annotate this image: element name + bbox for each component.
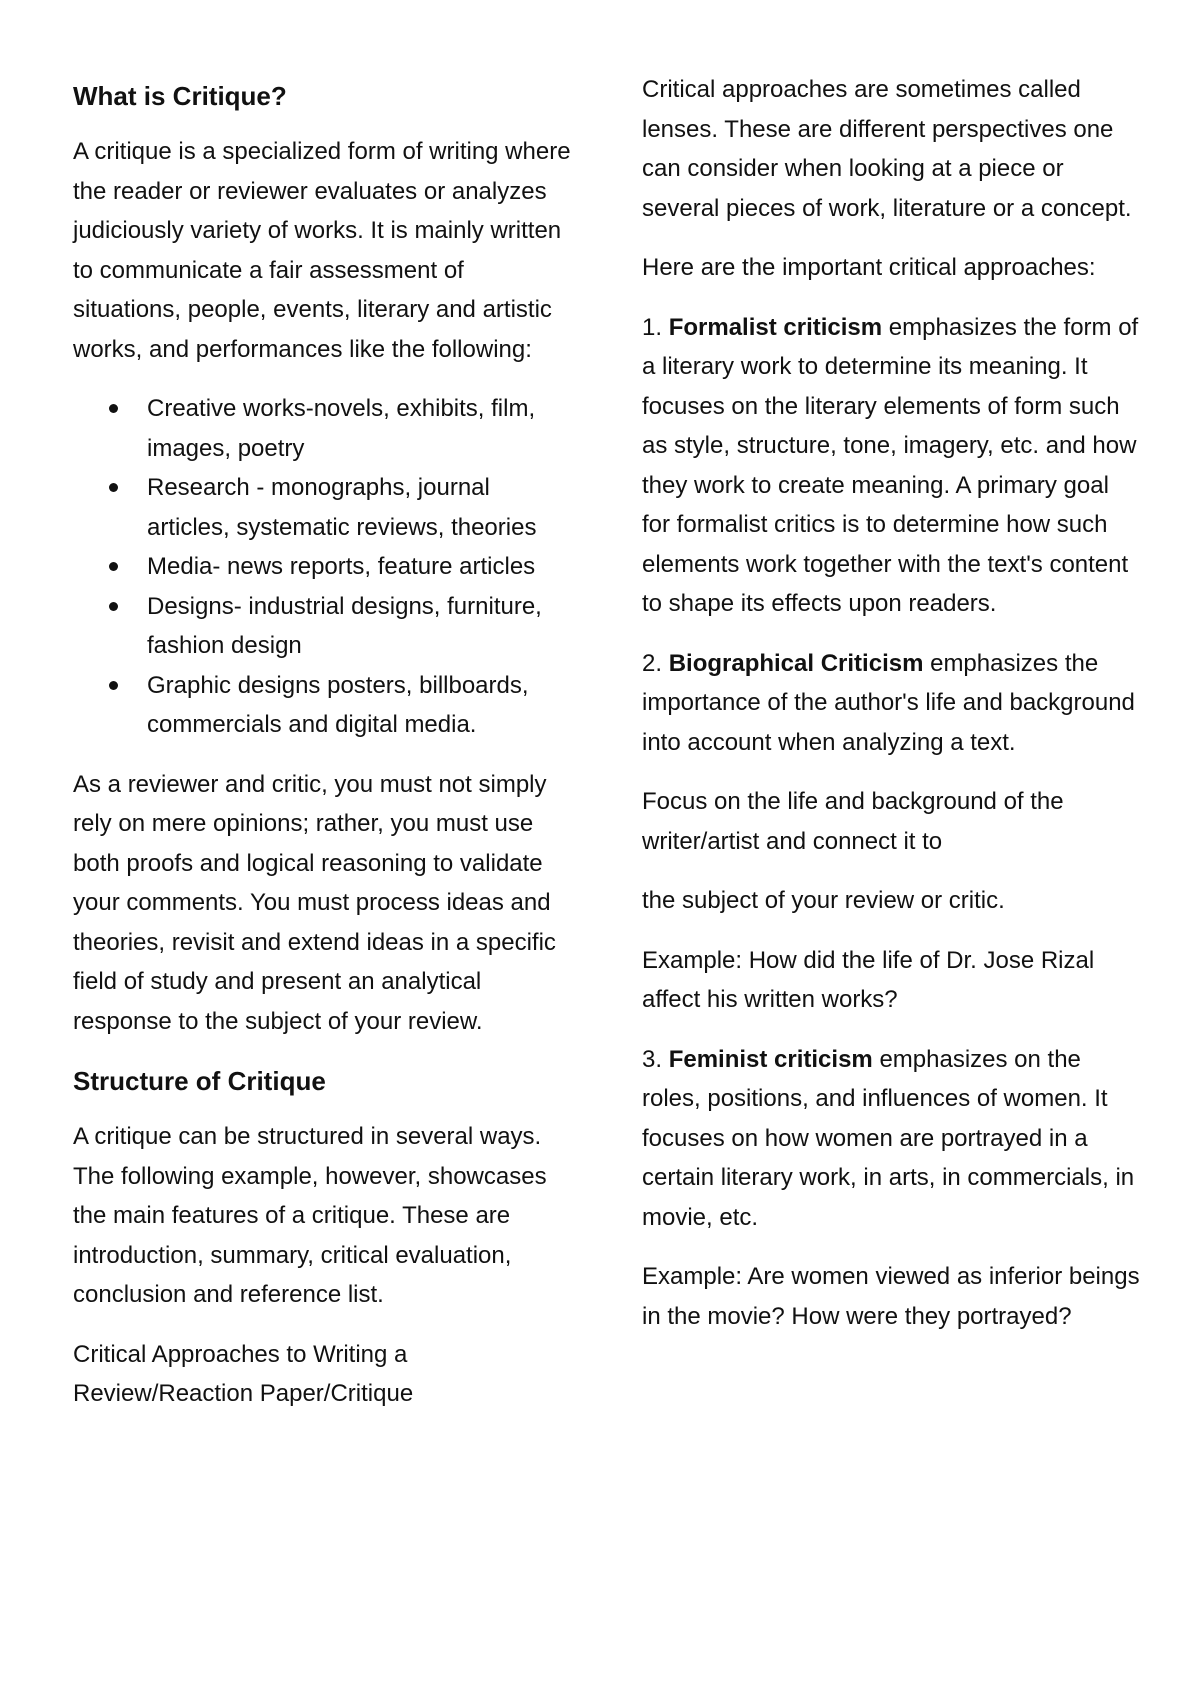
list-item-text: Research - monographs, journal articles, systematic reviews, theories: [147, 474, 537, 541]
formalist-number: 1.: [642, 313, 663, 341]
structure-paragraph: A critique can be structured in several ways. The following example, however, showcases the main features of a critique. These are introduction, summary, critical evaluation, conclusion and reference list.: [73, 1123, 547, 1308]
biographical-paragraph: [642, 644, 1142, 763]
bullet-icon: [109, 681, 118, 690]
heading-what-is-critique: What is Critique?: [73, 81, 287, 111]
reviewer-paragraph: As a reviewer and critic, you must not simply rely on mere opinions; rather, you must use both proofs and logical reasoning to validate your comments. You must process ideas and theories, revisit and extend ideas in a specific field of study and present an analytical response to the subject of your review.: [73, 770, 556, 1035]
feminist-term: Feminist criticism: [668, 1045, 873, 1073]
list-item: [73, 468, 575, 547]
works-bullet-list: [73, 389, 575, 745]
biographical-term: Biographical Criticism: [668, 649, 924, 677]
list-item-text: Designs- industrial designs, furniture, fashion design: [147, 592, 542, 659]
list-item-text: Graphic designs posters, billboards, commercials and digital media.: [147, 671, 529, 738]
list-item: [73, 547, 575, 587]
bullet-icon: [109, 562, 118, 571]
bullet-icon: [109, 483, 118, 492]
list-item: [73, 389, 575, 468]
approaches-intro-paragraph: Here are the important critical approaches:: [642, 254, 1096, 281]
right-column: [642, 0, 1142, 1356]
biographical-number: 2.: [642, 649, 663, 677]
bullet-icon: [109, 602, 118, 611]
example-women-paragraph: Example: Are women viewed as inferior beings in the movie? How were they portrayed?: [642, 1263, 1140, 1330]
formalist-term: Formalist criticism: [668, 313, 883, 341]
formalist-paragraph: [642, 308, 1142, 624]
formalist-text: emphasizes the form of a literary work to determine its meaning. It focuses on the literary elements of form such as style, structure, tone, imagery, etc. and how they work to create meaning. A primary goal for formalist critics is to determine how such elements work together with the text's content to shape its effects upon readers.: [642, 313, 1139, 617]
list-item-text: Creative works-novels, exhibits, film, images, poetry: [147, 395, 536, 462]
heading-structure-of-critique: Structure of Critique: [73, 1066, 326, 1096]
bullet-icon: [109, 404, 118, 413]
list-item: [73, 587, 575, 666]
biographical-text: emphasizes the importance of the author's life and background into account when analyzing a text.: [642, 649, 1135, 756]
example-rizal-paragraph: Example: How did the life of Dr. Jose Rizal affect his written works?: [642, 946, 1095, 1013]
list-item-text: Media- news reports, feature articles: [147, 553, 536, 580]
focus-paragraph: Focus on the life and background of the writer/artist and connect it to: [642, 788, 1064, 855]
list-item: [73, 666, 575, 745]
feminist-text: emphasizes on the roles, positions, and influences of women. It focuses on how women are portrayed in a certain literary work, in arts, in commercials, in movie, etc.: [642, 1045, 1135, 1231]
left-column: [73, 0, 575, 1434]
lenses-paragraph: Critical approaches are sometimes called lenses. These are different perspectives one can consider when looking at a piece or several pieces of work, literature or a concept.: [642, 76, 1132, 222]
approaches-title: Critical Approaches to Writing a Review/Reaction Paper/Critique: [73, 1340, 414, 1407]
feminist-paragraph: [642, 1040, 1142, 1238]
intro-paragraph: A critique is a specialized form of writing where the reader or reviewer evaluates or analyzes judiciously variety of works. It is mainly written to communicate a fair assessment of situations, people, events, literary and artistic works, and performances like the following:: [73, 138, 571, 363]
feminist-number: 3.: [642, 1045, 663, 1073]
subject-paragraph: the subject of your review or critic.: [642, 887, 1005, 914]
